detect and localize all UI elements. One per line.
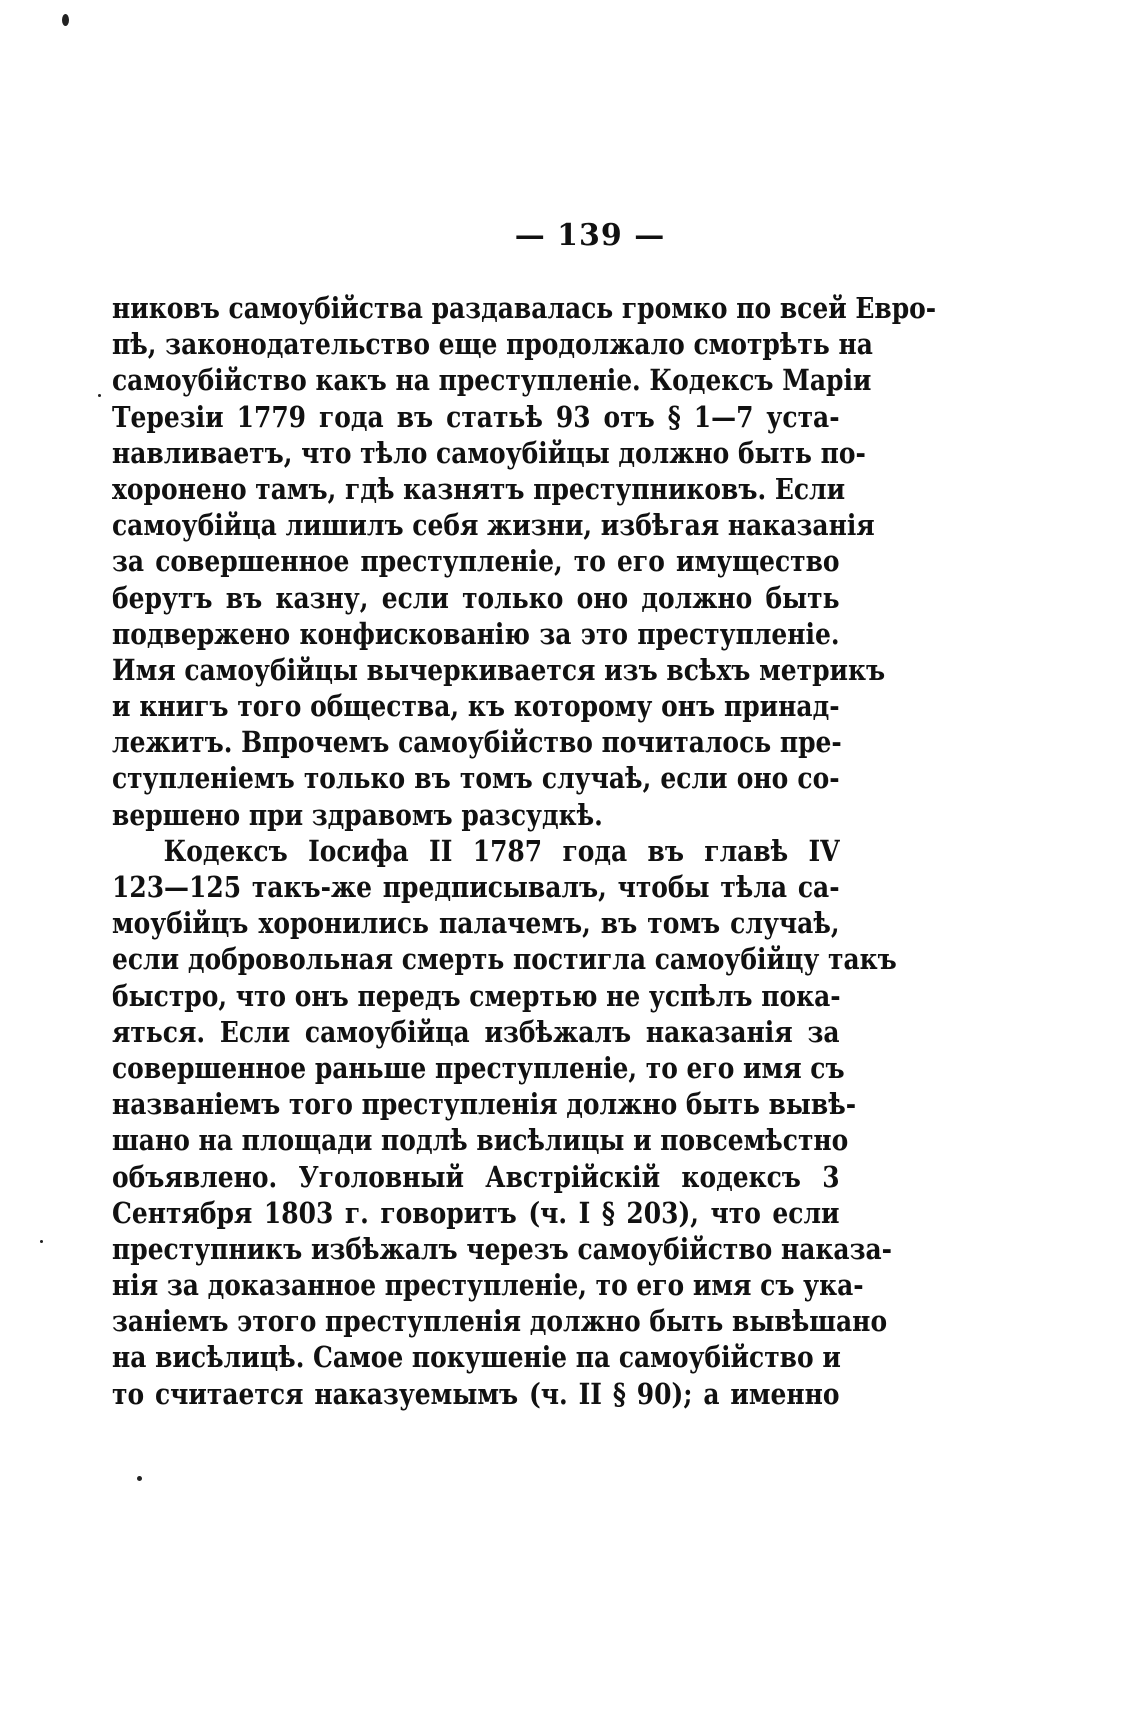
text-line: быстро, что онъ передъ смертью не успѣлъ пока-: [112, 978, 841, 1013]
text-line: на висѣлицѣ. Самое покушеніе па самоубійство и: [112, 1340, 841, 1375]
text-line: то считается наказуемымъ (ч. II § 90); а именно: [112, 1376, 840, 1411]
text-line: 123—125 такъ-же предписывалъ, чтобы тѣла са-: [112, 870, 840, 904]
text-line: преступникъ избѣжалъ черезъ самоубійство наказа-: [112, 1231, 893, 1266]
text-line: подвержено конфискованію за это преступленіе.: [112, 616, 840, 651]
text-line: берутъ въ казну, если только оно должно быть: [112, 580, 840, 615]
body-text: [112, 290, 937, 1412]
text-line: названіемъ того преступленія должно быть вывѣ-: [112, 1087, 857, 1122]
text-line: вершено при здравомъ разсудкѣ.: [112, 797, 603, 832]
text-line: и книгъ того общества, къ которому онъ принад-: [112, 689, 840, 724]
text-line: моубійцъ хоронились палачемъ, въ томъ случаѣ,: [112, 906, 840, 941]
text-line: если добровольная смерть постигла самоубійцу такъ: [112, 942, 897, 977]
text-line: самоубійца лишилъ себя жизни, избѣгая наказанія: [112, 508, 875, 543]
text-line: заніемъ этого преступленія должно быть вывѣшано: [112, 1304, 888, 1339]
text-line: навливаетъ, что тѣло самоубійцы должно быть по-: [112, 435, 866, 470]
text-line: нія за доказанное преступленіе, то его имя съ ука-: [112, 1268, 864, 1303]
text-line: Сентября 1803 г. говоритъ (ч. I § 203), что если: [112, 1195, 840, 1230]
ink-speck: [98, 394, 101, 397]
text-line: яться. Если самоубійца избѣжалъ наказанія за: [112, 1014, 840, 1049]
text-line: Терезіи 1779 года въ статьѣ 93 отъ § 1—7 уста-: [112, 399, 840, 434]
text-line: ступленіемъ только въ томъ случаѣ, если оно со-: [112, 761, 840, 796]
text-line: совершенное раньше преступленіе, то его имя съ: [112, 1050, 845, 1085]
text-line: Кодексъ Іосифа II 1787 года въ главѣ IV: [163, 833, 840, 868]
text-line: хоронено тамъ, гдѣ казнятъ преступниковъ. Если: [112, 471, 846, 506]
text-line: пѣ, законодательство еще продолжало смотрѣть на: [112, 327, 873, 362]
text-line: за совершенное преступленіе, то его имущество: [112, 544, 840, 579]
text-line: объявлено. Уголовный Австрійскій кодексъ 3: [112, 1159, 840, 1194]
text-line: самоубійство какъ на преступленіе. Кодексъ Маріи: [112, 363, 872, 398]
ink-speck: [40, 1240, 43, 1243]
text-line: Имя самоубійцы вычеркивается изъ всѣхъ метрикъ: [112, 652, 886, 687]
text-line: шано на площади подлѣ висѣлицы и повсемѣстно: [112, 1123, 849, 1158]
text-line: лежитъ. Впрочемъ самоубійство почиталось пре-: [112, 725, 842, 760]
page-number: — 139 —: [514, 218, 666, 253]
ink-speck: [62, 14, 69, 26]
text-line: никовъ самоубійства раздавалась громко по всей Евро-: [112, 291, 937, 325]
ink-speck: [137, 1476, 142, 1481]
